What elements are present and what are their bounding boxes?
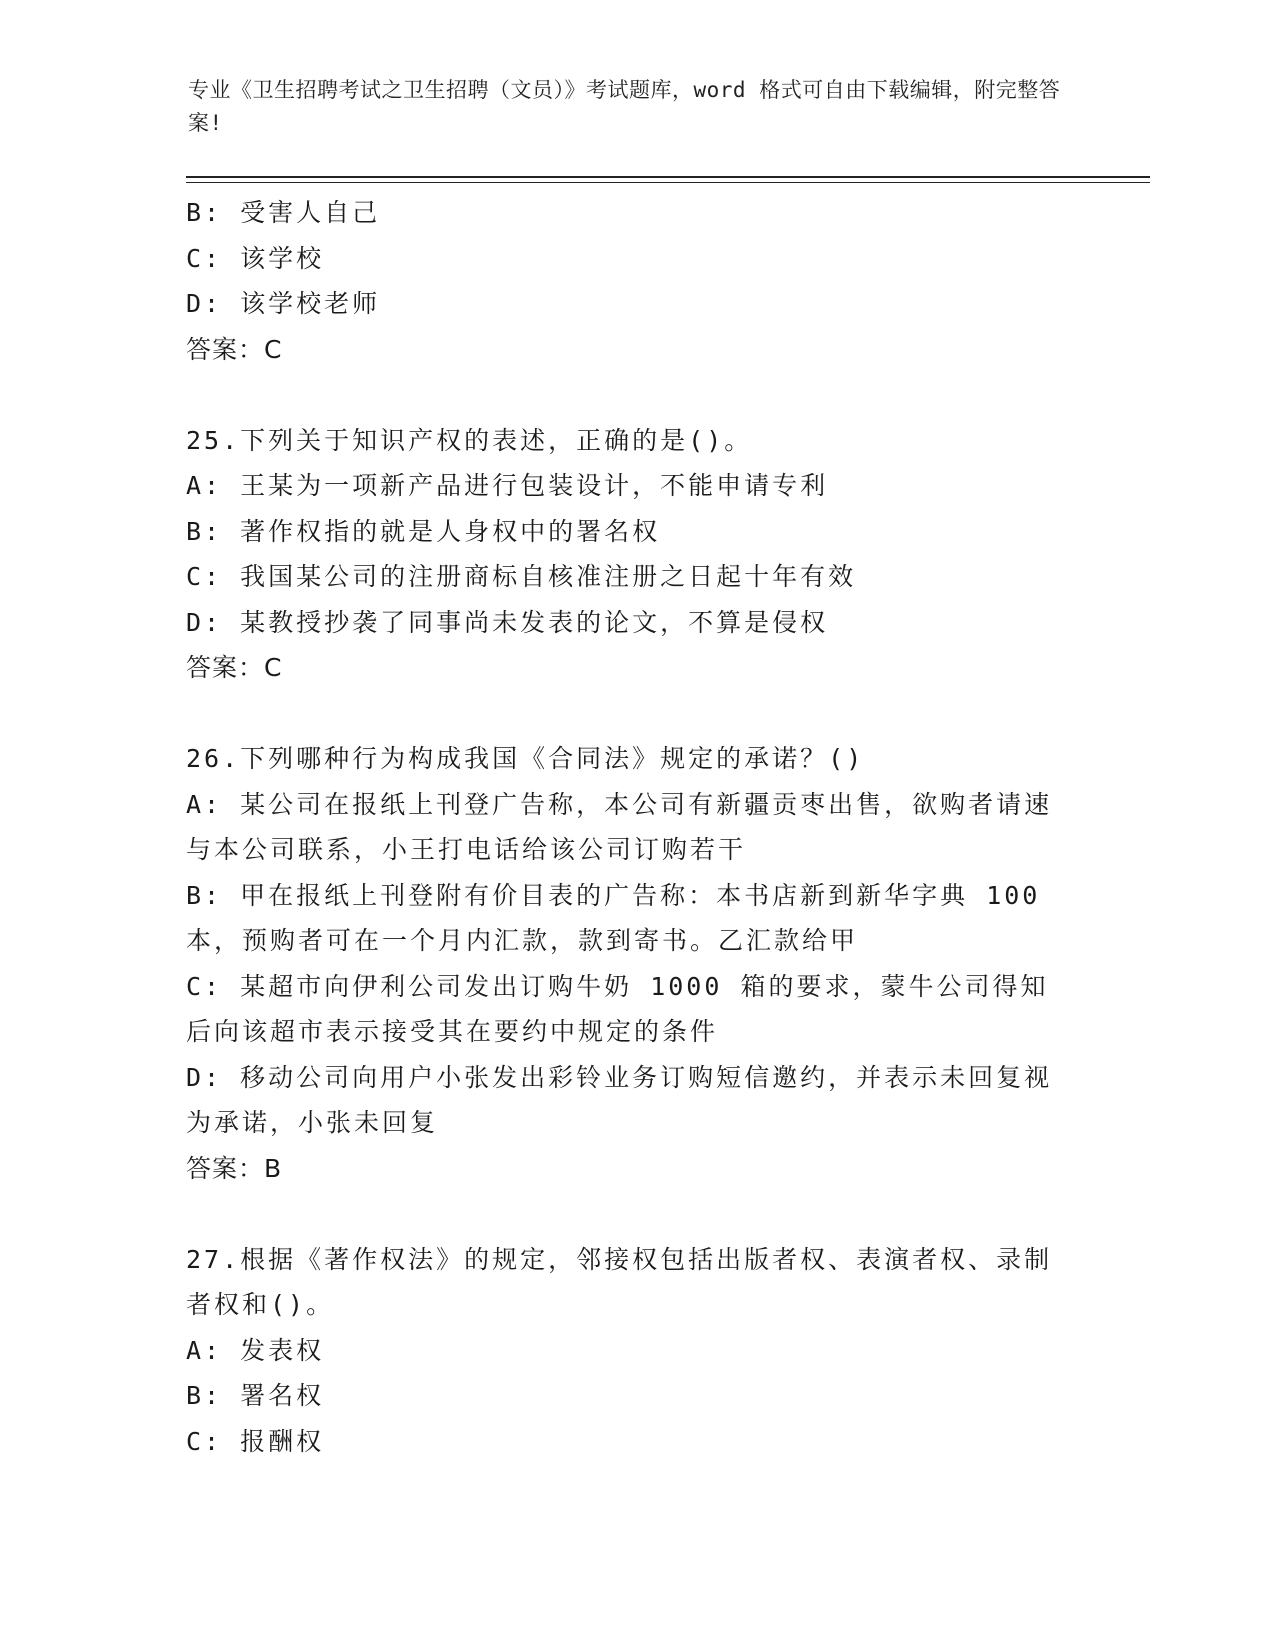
option-d: D: 某教授抄袭了同事尚未发表的论文，不算是侵权: [186, 607, 829, 637]
option-d: D: 移动公司向用户小张发出彩铃业务订购短信邀约，并表示未回复视为承诺，小张未回复: [186, 1062, 1053, 1137]
option-d: D: 该学校老师: [186, 289, 381, 318]
spacer: [186, 691, 1086, 737]
option-c: C: 某超市向伊利公司发出订购牛奶 1000 箱的要求，蒙牛公司得知后向该超市表示接受其在要约中规定的条件: [186, 971, 1049, 1046]
question-stem: 25.下列关于知识产权的表述，正确的是()。: [186, 425, 753, 455]
option-b: B: 受害人自己: [186, 198, 381, 227]
answer-line: 答案：C: [186, 334, 283, 364]
option-b: B: 署名权: [186, 1381, 325, 1410]
question-content: [186, 190, 1086, 1464]
option-c: C: 报酬权: [186, 1426, 325, 1456]
question-stem: 27.根据《著作权法》的规定，邻接权包括出版者权、表演者权、录制者权和()。: [186, 1244, 1053, 1319]
option-a: A: 王某为一项新产品进行包装设计，不能申请专利: [186, 471, 829, 500]
answer-line: 答案：C: [186, 653, 283, 682]
header-rule-thick: [186, 176, 1150, 178]
option-a: A: 某公司在报纸上刊登广告称，本公司有新疆贡枣出售，欲购者请速与本公司联系，小王打电话给该公司订购若干: [186, 789, 1053, 864]
question-stem: 26.下列哪种行为构成我国《合同法》规定的承诺？(): [186, 744, 865, 773]
option-b: B: 著作权指的就是人身权中的署名权: [186, 516, 661, 546]
option-c: C: 我国某公司的注册商标自核准注册之日起十年有效: [186, 562, 857, 591]
spacer: [186, 1191, 1086, 1237]
spacer: [186, 372, 1086, 418]
answer-line: 答案：B: [186, 1153, 283, 1183]
document-header: 专业《卫生招聘考试之卫生招聘（文员）》考试题库，word 格式可自由下载编辑，附完整答案!: [188, 78, 1061, 135]
option-a: A: 发表权: [186, 1335, 325, 1365]
option-c: C: 该学校: [186, 243, 325, 273]
option-b: B: 甲在报纸上刊登附有价目表的广告称：本书店新到新华字典 100 本，预购者可在一个月内汇款，款到寄书。乙汇款给甲: [186, 880, 1041, 955]
header-rule-thin: [186, 182, 1150, 183]
